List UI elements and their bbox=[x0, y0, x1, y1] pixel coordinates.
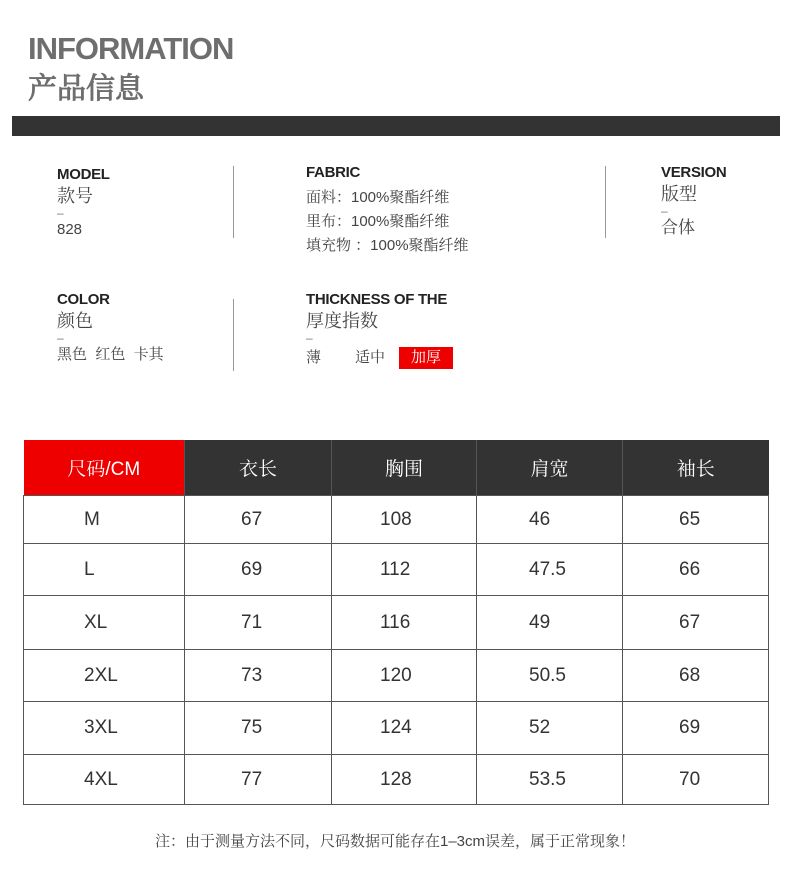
table-row bbox=[24, 755, 769, 805]
table-row bbox=[24, 702, 769, 755]
table-row bbox=[24, 596, 769, 650]
fabric-line-3: 填充物 ：100%聚酯纤维 bbox=[306, 237, 469, 254]
version-value: 合体 bbox=[661, 218, 695, 237]
table-row bbox=[24, 496, 769, 544]
cell-shoulder: 52 bbox=[529, 717, 551, 738]
cell-chest: 120 bbox=[380, 664, 412, 686]
header-chest: 胸围 bbox=[332, 440, 477, 496]
title-chinese: 产品信息 bbox=[28, 73, 145, 105]
cell-length: 69 bbox=[241, 558, 263, 580]
cell-chest: 112 bbox=[380, 558, 411, 580]
cell-size: 2XL bbox=[84, 664, 118, 686]
table-row bbox=[24, 544, 769, 596]
version-dash: – bbox=[661, 204, 668, 218]
cell-shoulder: 47.5 bbox=[529, 558, 566, 580]
model-label-cn: 款号 bbox=[57, 186, 93, 206]
thickness-dash: – bbox=[306, 331, 313, 345]
title-english: INFORMATION bbox=[28, 31, 234, 66]
color-dash: – bbox=[57, 331, 64, 345]
header-size: 尺码/CM bbox=[24, 440, 185, 496]
cell-chest: 128 bbox=[380, 768, 412, 790]
version-label-cn: 版型 bbox=[661, 184, 697, 204]
divider-line bbox=[233, 166, 234, 238]
cell-size: M bbox=[84, 508, 100, 530]
cell-size: 3XL bbox=[84, 717, 118, 738]
cell-shoulder: 53.5 bbox=[529, 768, 566, 790]
cell-sleeve: 65 bbox=[679, 508, 701, 530]
cell-sleeve: 68 bbox=[679, 664, 701, 686]
thickness-scale bbox=[306, 347, 453, 369]
size-table bbox=[23, 440, 769, 805]
fabric-line-1: 面料：100%聚酯纤维 bbox=[306, 189, 450, 206]
divider-line bbox=[605, 166, 606, 238]
size-table-header-row bbox=[24, 440, 769, 496]
fabric-line-2: 里布：100%聚酯纤维 bbox=[306, 213, 450, 230]
cell-size: L bbox=[84, 558, 95, 580]
thickness-option-thick-selected: 加厚 bbox=[399, 347, 453, 369]
header-length: 衣长 bbox=[185, 440, 332, 496]
cell-size: XL bbox=[84, 611, 108, 633]
cell-chest: 116 bbox=[380, 611, 411, 633]
cell-shoulder: 49 bbox=[529, 611, 551, 633]
table-row bbox=[24, 650, 769, 702]
cell-size: 4XL bbox=[84, 768, 118, 790]
fabric-block bbox=[306, 164, 469, 258]
model-value: 828 bbox=[57, 221, 83, 238]
model-label-en: MODEL bbox=[57, 166, 110, 183]
thickness-option-medium: 适中 bbox=[355, 349, 386, 366]
model-dash: – bbox=[57, 206, 64, 220]
cell-shoulder: 50.5 bbox=[529, 664, 566, 686]
thickness-option-thin: 薄 bbox=[306, 349, 322, 366]
version-label-en: VERSION bbox=[661, 164, 727, 181]
divider-line bbox=[233, 299, 234, 371]
cell-sleeve: 66 bbox=[679, 558, 701, 580]
cell-length: 75 bbox=[241, 717, 263, 738]
thickness-block bbox=[306, 291, 453, 369]
cell-length: 71 bbox=[241, 611, 263, 633]
color-block bbox=[57, 291, 164, 367]
thickness-label-cn: 厚度指数 bbox=[306, 311, 378, 331]
cell-length: 73 bbox=[241, 664, 263, 686]
cell-chest: 124 bbox=[380, 717, 412, 738]
header-divider-bar bbox=[12, 116, 780, 136]
cell-sleeve: 69 bbox=[679, 717, 701, 738]
color-label-cn: 颜色 bbox=[57, 311, 93, 331]
model-block bbox=[57, 166, 110, 242]
cell-chest: 108 bbox=[380, 508, 412, 530]
thickness-label-en: THICKNESS OF THE bbox=[306, 291, 448, 308]
cell-length: 77 bbox=[241, 768, 263, 790]
version-block bbox=[661, 164, 726, 240]
cell-length: 67 bbox=[241, 508, 263, 530]
cell-shoulder: 46 bbox=[529, 508, 551, 530]
color-value: 黑色 红色 卡其 bbox=[57, 346, 164, 363]
color-label-en: COLOR bbox=[57, 291, 110, 308]
header-shoulder: 肩宽 bbox=[477, 440, 623, 496]
header-sleeve: 袖长 bbox=[623, 440, 769, 496]
fabric-label-en: FABRIC bbox=[306, 164, 361, 181]
footnote: 注：由于测量方法不同，尺码数据可能存在1–3cm误差，属于正常现象！ bbox=[154, 833, 636, 850]
cell-sleeve: 67 bbox=[679, 611, 701, 633]
cell-sleeve: 70 bbox=[679, 768, 701, 790]
